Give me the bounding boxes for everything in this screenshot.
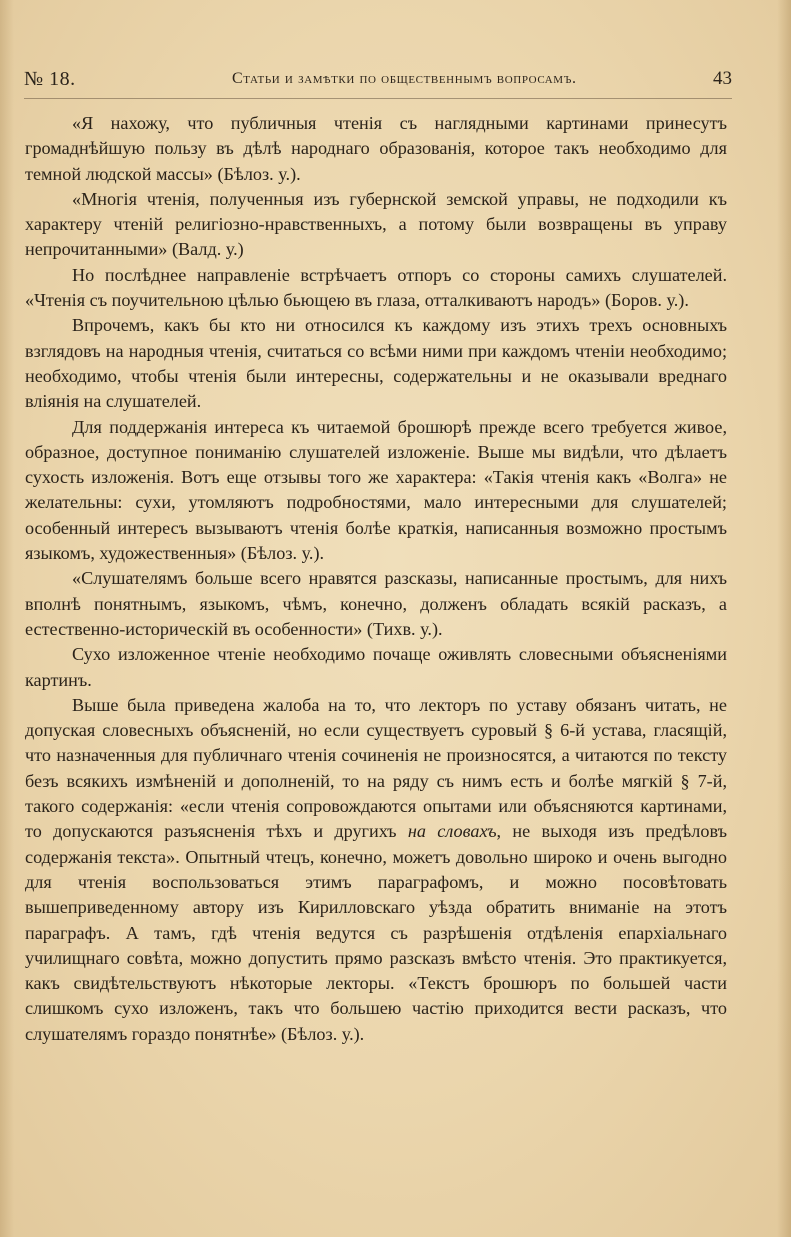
paragraph-text: Выше была приведена жалоба на то, что лекторъ по уставу обязанъ читать, не допуская словесныхъ объясненій, но если существуетъ суровый § 6-й устава, гласящій, что назначенныя для публичнаго чтенія сочиненія не произносятся, а читаются по тексту безъ всякихъ измѣненій и дополненій, то на ряду съ нимъ есть и болѣе мягкій § 7-й, такого содержанія: «если чтенія сопровождаются опытами или объясняются картинами, то допускаются разъясненія тѣхъ и другихъ <box>25 694 727 842</box>
paragraph: Но послѣднее направленіе встрѣчаетъ отпоръ со стороны самихъ слушателей. «Чтенія съ поучительною цѣлью бьющею въ глаза, отталкиваютъ народъ» (Боров. у.). <box>25 264 727 311</box>
page-number: 43 <box>712 68 732 89</box>
paragraph <box>25 693 727 1047</box>
paragraph: «Я нахожу, что публичныя чтенія съ наглядными картинами принесутъ громаднѣйшую пользу въ дѣлѣ народнаго образованія, которое такъ необходимо для темной людской массы» (Бѣлоз. у.). <box>25 113 727 184</box>
article-body <box>25 111 727 1047</box>
running-header <box>24 62 732 96</box>
paragraph: «Слушателямъ больше всего нравятся разсказы, написанные простымъ, для нихъ вполнѣ понятнымъ, языкомъ, чѣмъ, конечно, долженъ обладать всякій расказъ, а естественно-историческій въ особенности» (Тихв. у.). <box>25 568 727 639</box>
page-edge-shadow-left <box>0 0 14 1237</box>
emphasized-text: на словахъ <box>407 821 497 842</box>
paragraph: Для поддержанія интереса къ читаемой брошюрѣ прежде всего требуется живое, образное, доступное пониманію слушателей изложеніе. Выше мы видѣли, что дѣлаетъ сухость изложенія. Вотъ еще отзывы того же характера: «Такія чтенія какъ «Волга» не желательны: сухи, утомляютъ подробностями, мало интересными для слушателей; особенный интересъ вызываютъ чтенія болѣе краткія, написанныя возможно простымъ языкомъ, художественныя» (Бѣлоз. у.). <box>25 416 727 564</box>
issue-number: № 18. <box>24 67 76 90</box>
header-rule <box>24 98 732 99</box>
paragraph: Сухо изложенное чтеніе необходимо почаще оживлять словесными объясненіями картинъ. <box>25 644 727 690</box>
paragraph: Впрочемъ, какъ бы кто ни относился къ каждому изъ этихъ трехъ основныхъ взглядовъ на народныя чтенія, считаться со всѣми ними при каждомъ чтеніи необходимо; необходимо, чтобы чтенія были интересны, содержательны и не оказывали вреднаго вліянія на слушателей. <box>25 315 727 412</box>
paragraph-text: , не выходя изъ предѣловъ содержанія текста». Опытный чтецъ, конечно, можетъ довольно широко и очень выгодно для чтенія воспользоваться этимъ параграфомъ, и можно посовѣтовать вышеприведенному автору изъ Кирилловскаго уѣзда обратить вниманіе на этотъ параграфъ. А тамъ, гдѣ чтенія ведутся съ разрѣшенія отдѣленія епархіальнаго училищнаго совѣта, можно допустить прямо разсказъ вмѣсто чтенія. Это практикуется, какъ свидѣтельствуютъ нѣкоторые лекторы. «Текстъ брошюръ по большей части слишкомъ сухо изложенъ, такъ что большею частію приходится вести расказъ, что слушателямъ гораздо понятнѣе» (Бѣлоз. у.). <box>25 821 727 1044</box>
paragraph: «Многія чтенія, полученныя изъ губернской земской управы, не подходили къ характеру чтеній религіозно-нравственныхъ, а потому были возвращены въ управу непрочитанными» (Валд. у.) <box>25 188 727 260</box>
page-edge-shadow-right <box>777 0 791 1237</box>
section-title: Статьи и замѣтки по общественнымъ вопросамъ. <box>231 70 577 87</box>
